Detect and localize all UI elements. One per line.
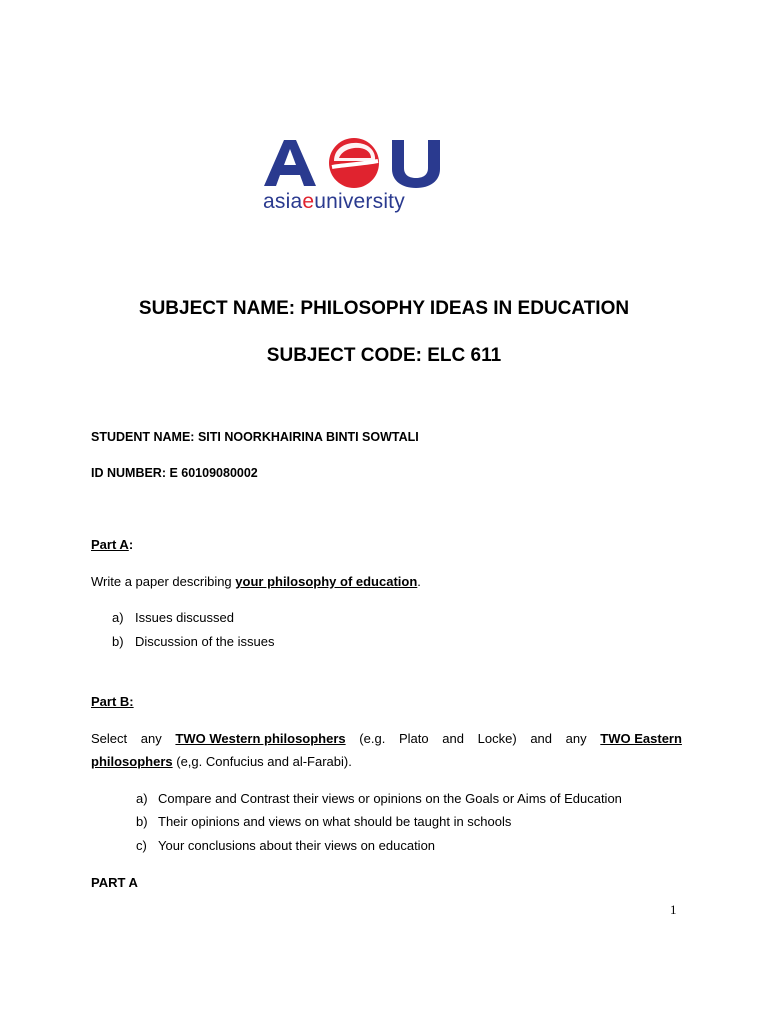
page-number: 1: [670, 902, 677, 917]
student-name: STUDENT NAME: SITI NOORKHAIRINA BINTI SOWTALI: [91, 430, 419, 444]
subject-name-title: SUBJECT NAME: PHILOSOPHY IDEAS IN EDUCATION: [138, 298, 630, 319]
part-a-intro: Write a paper describing your philosophy of education.: [91, 574, 421, 589]
subject-code-title: SUBJECT CODE: ELC 611: [266, 345, 502, 366]
part-a-section-heading: PART A: [91, 875, 138, 890]
part-b-heading: Part B:: [91, 694, 134, 709]
id-number: ID NUMBER: E 60109080002: [91, 466, 258, 480]
aeu-logo-mark: [262, 134, 452, 194]
part-a-heading: Part A:: [91, 537, 134, 552]
part-b-intro-line2: philosophers (e,g. Confucius and al-Farabi).: [91, 754, 352, 769]
part-b-intro-line1: Select any TWO Western philosophers (e.g. Plato and Locke) and any TWO Eastern: [91, 731, 682, 746]
logo-wordmark: asiaeuniversity: [263, 190, 405, 213]
